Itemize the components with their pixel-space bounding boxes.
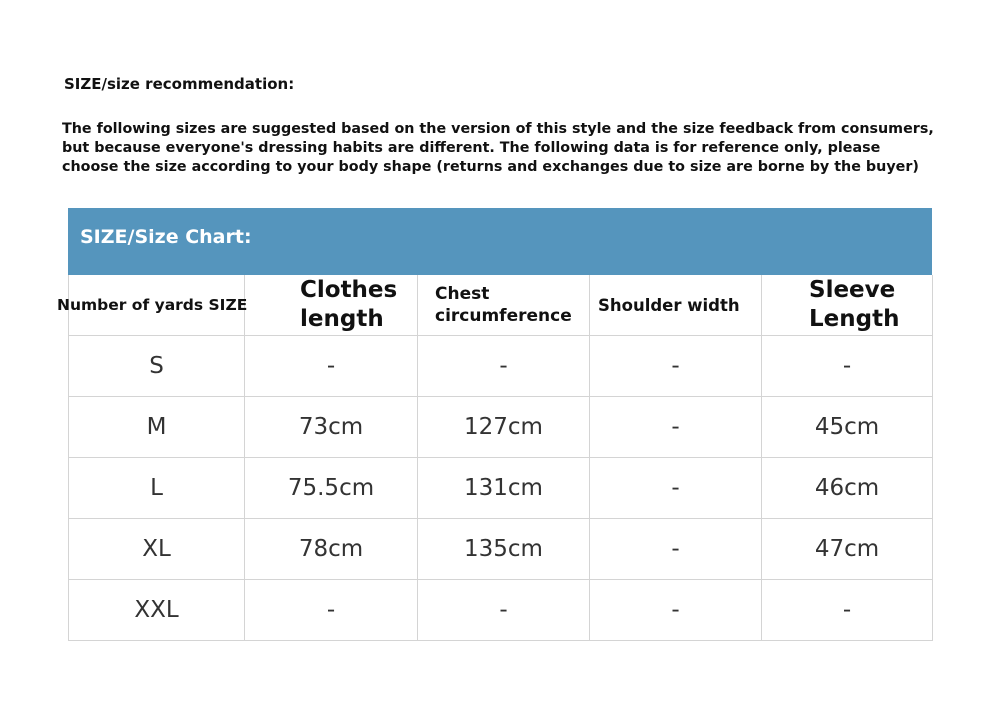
recommendation-line: The following sizes are suggested based on the version of this style and the size feedback from consumers, [62, 121, 934, 137]
table-row [69, 336, 933, 397]
cell-length: - [245, 580, 418, 641]
cell-length: - [245, 336, 418, 397]
table-header-row [69, 275, 933, 336]
column-header-size: Number of yards SIZE [69, 275, 245, 336]
cell-size: XL [69, 519, 245, 580]
cell-sleeve: 47cm [762, 519, 933, 580]
cell-chest: 135cm [418, 519, 590, 580]
cell-shoulder: - [590, 397, 762, 458]
column-header-sleeve-length: Sleeve Length [762, 275, 933, 336]
table-row [69, 458, 933, 519]
cell-size: XXL [69, 580, 245, 641]
cell-shoulder: - [590, 580, 762, 641]
cell-length: 73cm [245, 397, 418, 458]
column-header-shoulder-width: Shoulder width [590, 275, 762, 336]
table-row [69, 519, 933, 580]
cell-length: 78cm [245, 519, 418, 580]
cell-chest: - [418, 336, 590, 397]
size-recommendation-title: SIZE/size recommendation: [64, 75, 295, 93]
size-recommendation-text [62, 120, 962, 177]
size-chart [57, 208, 932, 641]
size-table [57, 275, 933, 641]
cell-sleeve: - [762, 336, 933, 397]
cell-sleeve: 46cm [762, 458, 933, 519]
recommendation-line: choose the size according to your body shape (returns and exchanges due to size are borne by the buyer) [62, 159, 919, 175]
cell-length: 75.5cm [245, 458, 418, 519]
cell-shoulder: - [590, 519, 762, 580]
cell-chest: 127cm [418, 397, 590, 458]
size-chart-title: SIZE/Size Chart: [68, 208, 932, 275]
cell-sleeve: - [762, 580, 933, 641]
cell-size: M [69, 397, 245, 458]
column-header-chest-circumference: Chest circumference [418, 275, 590, 336]
recommendation-line: but because everyone's dressing habits are different. The following data is for reference only, please [62, 140, 881, 156]
cell-chest: - [418, 580, 590, 641]
cell-shoulder: - [590, 336, 762, 397]
cell-shoulder: - [590, 458, 762, 519]
cell-chest: 131cm [418, 458, 590, 519]
column-header-clothes-length: Clothes length [245, 275, 418, 336]
table-row [69, 580, 933, 641]
table-row [69, 397, 933, 458]
cell-size: S [69, 336, 245, 397]
cell-sleeve: 45cm [762, 397, 933, 458]
cell-size: L [69, 458, 245, 519]
